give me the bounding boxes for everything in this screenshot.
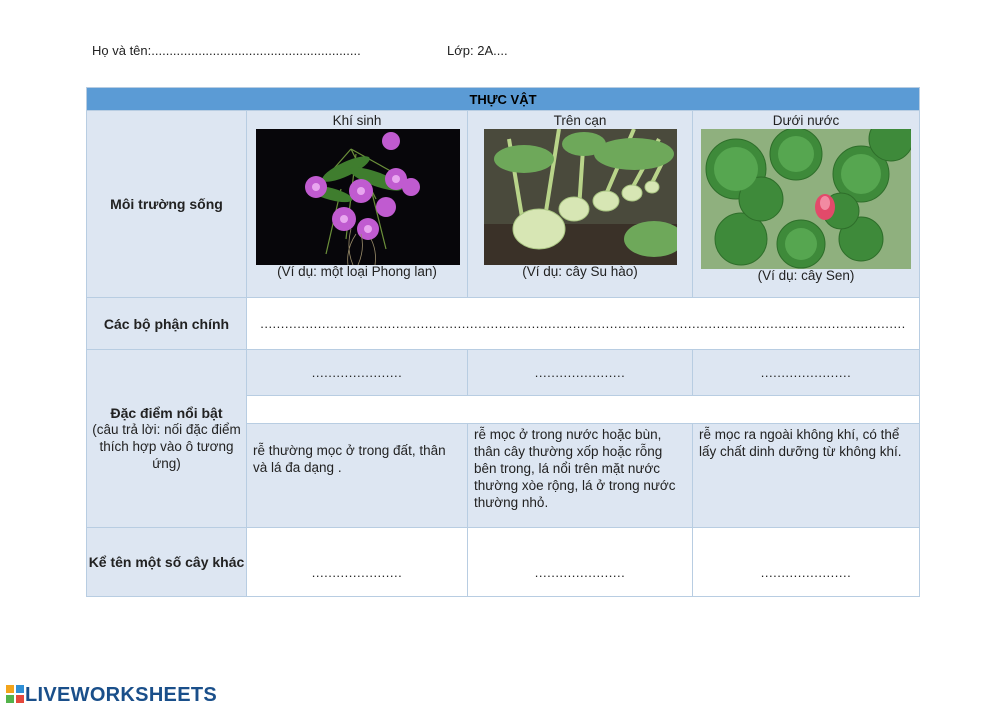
row-label-features <box>87 350 247 528</box>
logo-text: LIVEWORKSHEETS <box>25 684 217 706</box>
habitat-cell-water <box>693 111 920 298</box>
feature-option-air[interactable]: rễ mọc ra ngoài không khí, có thể lấy chất dinh dưỡng từ không khí. <box>693 424 920 528</box>
category-land: Trên cạn <box>553 113 607 128</box>
features-note: (câu trả lời: nối đặc điểm thích hợp vào ô tương ứng) <box>92 422 241 471</box>
row-label-parts: Các bộ phận chính <box>87 298 247 350</box>
kohlrabi-photo <box>484 129 677 265</box>
caption-land: (Ví dụ: cây Su hào) <box>522 264 638 279</box>
caption-aerial: (Ví dụ: một loại Phong lan) <box>277 264 437 279</box>
parts-answer-field[interactable]: ............................................................................................................................................................. <box>247 298 920 350</box>
caption-water: (Ví dụ: cây Sen) <box>757 268 855 283</box>
others-answer-aerial[interactable]: ...................... <box>247 528 468 597</box>
class-field[interactable]: Lớp: 2A.... <box>447 43 508 58</box>
feature-option-water[interactable]: rễ mọc ở trong nước hoặc bùn, thân cây thường xốp hoặc rỗng bên trong, lá nổi trên mặt nước thường xòe rộng, lá ở trong nước thường nhỏ. <box>468 424 693 528</box>
feature-spacer <box>247 396 920 424</box>
plant-worksheet-table <box>86 87 920 597</box>
liveworksheets-logo-icon <box>6 685 24 703</box>
liveworksheets-logo <box>6 684 217 707</box>
orchid-photo <box>256 129 460 265</box>
category-aerial: Khí sinh <box>332 113 382 128</box>
category-water: Dưới nước <box>772 113 840 128</box>
row-label-others: Kể tên một số cây khác <box>87 528 247 597</box>
table-title: THỰC VẬT <box>87 88 920 111</box>
student-name-field[interactable]: Họ và tên:.......................................................... <box>92 43 361 58</box>
feature-option-soil[interactable]: rễ thường mọc ở trong đất, thân và lá đa dạng . <box>247 424 468 528</box>
feature-drop-water[interactable]: ...................... <box>693 350 920 396</box>
features-label: Đặc điểm nổi bật <box>110 405 223 421</box>
feature-drop-land[interactable]: ...................... <box>468 350 693 396</box>
habitat-cell-aerial <box>247 111 468 298</box>
others-answer-water[interactable]: ...................... <box>693 528 920 597</box>
lotus-photo <box>701 129 911 269</box>
feature-drop-aerial[interactable]: ...................... <box>247 350 468 396</box>
row-label-habitat: Môi trường sống <box>87 111 247 298</box>
habitat-cell-land <box>468 111 693 298</box>
others-answer-land[interactable]: ...................... <box>468 528 693 597</box>
